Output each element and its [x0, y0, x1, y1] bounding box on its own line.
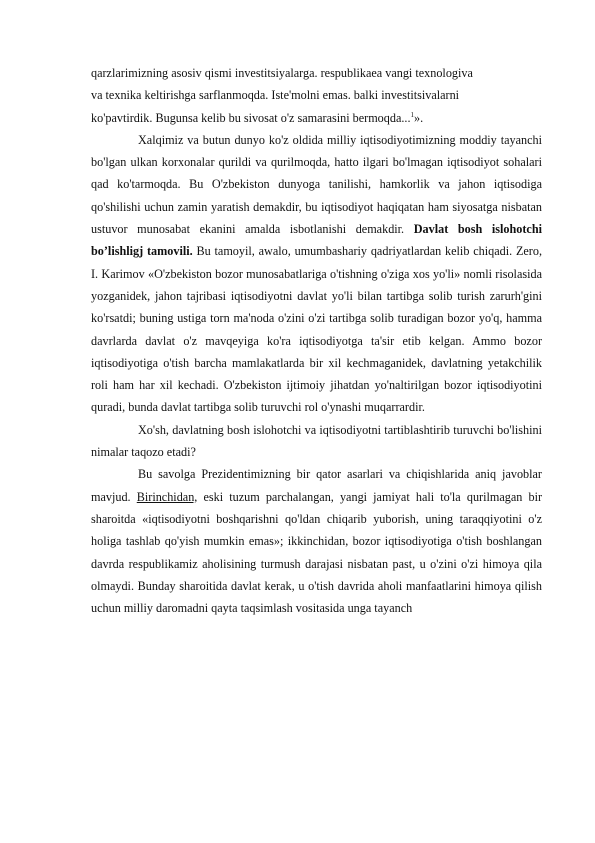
- paragraph-text: Bu savolga Prezidentimizning bir qator asarlari va chiqishlarida aniq javoblar mavjud.: [91, 467, 542, 504]
- closing-quote: ».: [414, 110, 424, 125]
- footnote-reference[interactable]: 1: [410, 110, 415, 119]
- paragraph-text: Xo'sh, davlatning bosh islohotchi va iqtisodiyotni tartiblashtirib turuvchi bo'lishini nimalar taqozo etadi?: [91, 422, 542, 460]
- paragraph-text: eski tuzum parchalangan, yangi jamiyat hali to'la qurilmagan bir sharoitda «iqtisodiyotni boshqarishni qo'ldan chiqarib yuborish, uning taraqqiyotini o'z holiga tashlab qo'yish mumkin emas»; ikkinchidan, bozor iqtisodiyotiga o'tish boshlangan davrda respublikamiz aholisining turmush darajasi nisbatan past, u o'zini o'zi himoya qila olmaydi. Bunday sharoitida davlat kerak, u o'tish davrida aholi manfaatlarini himoya qilish uchun milliy daromadni qayta taqsimlash vositasida unga tayanch: [91, 489, 543, 616]
- paragraph-line: va texnika keltirishga sarflanmoqda. Iste'molni emas. balki investitsivalarni: [91, 88, 460, 103]
- paragraph-state-reformer: [91, 129, 542, 419]
- paragraph-question: [91, 419, 542, 464]
- enumeration-marker: Birinchidan,: [136, 489, 198, 504]
- paragraph-answers: [91, 463, 542, 619]
- document-page: [91, 62, 542, 619]
- paragraph-text: Bu tamoyil, awalo, umumbashariy qadriyatlardan kelib chiqadi. Zero, I. Karimov «O'zbekiston bozor munosabatlariga o'tishning o'ziga xos yo'li» nomli risolasida yozganidek, jahon tajribasi iqtisodiyotni davlat yo'li bilan tartibga solib turish zarurh'gini ko'rsatdi; buning ustiga torn ma'noda o'zini o'zi tartibga solib turadigan bozor yo'q, hamma davrlarda davlat o'z mavqeyiga ko'ra iqtisodiyotga ta'sir etib kelgan. Ammo bozor iqtisodiyotiga o'tish barcha mamlakatlarda bir xil kechmaganidek, davlatning yetakchilik roli ham har xil kechadi. O'zbekiston ijtimoiy jihatdan yo'naltirilgan bozor iqtisodiyotini quradi, bunda davlat tartibga solib turuvchi rol o'ynashi muqarrardir.: [91, 244, 543, 415]
- paragraph-line: ko'pavtirdik. Bugunsa kelib bu sivosat o'z samarasini bermoqda...: [91, 110, 411, 125]
- paragraph-continuation: [91, 62, 542, 129]
- paragraph-text: Xalqimiz va butun dunyo ko'z oldida milliy iqtisodiyotimizning moddiy tayanchi bo'lgan ulkan korxonalar qurildi va qurilmoqda, hatto ilgari bo'lmagan iqtisodiyot sohalari qad ko'tarmoqda. Bu O'zbekiston dunyoga tanilishi, hamkorlik va jahon iqtisodiga qo'shilishi uchun zamin yaratish demakdir, bu iqtisodiyot haqiqatan ham siyosatga nisbatan ustuvor munosabat ekanini amalda isbotlanishi demakdir.: [91, 132, 542, 237]
- paragraph-line: qarzlarimizning asosiv qismi investitsiyalarga. respublikaea vangi texnologiva: [91, 66, 473, 80]
- principle-heading: Davlat bosh islohotchi bo’lishligj tamovili.: [91, 222, 542, 259]
